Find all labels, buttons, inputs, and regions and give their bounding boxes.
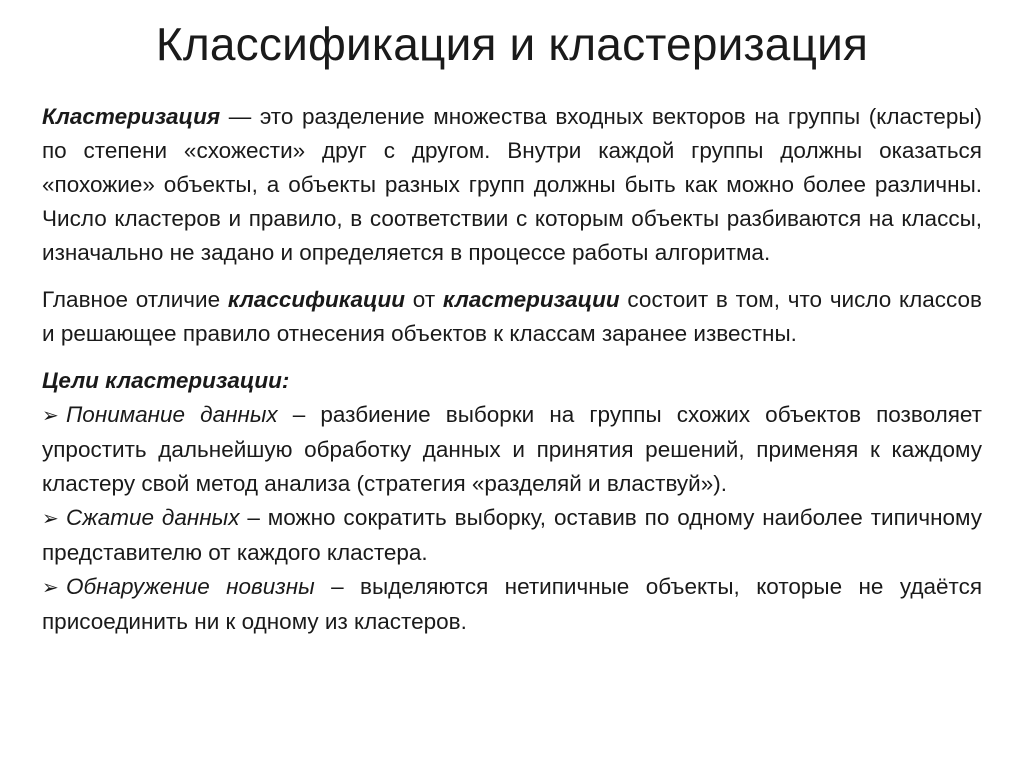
clustering-definition-text: — это разделение множества входных векторов на группы (кластеры) по степени «схожести» друг с другом. Внутри каждой группы должны оказаться «похожие» объекты, а объекты разных групп должны быть как можно более различны. Число кластеров и правило, в соответствии с которым объекты разбиваются на классы, изначально не задано и определяется в процессе работы алгоритма. <box>42 104 982 265</box>
classification-term: классификации <box>227 287 406 312</box>
arrow-bullet-icon: ➢ <box>42 508 59 530</box>
goal-term: Сжатие данных <box>66 505 240 530</box>
clustering-term: Кластеризация <box>42 104 221 129</box>
goal-text: – можно сократить выборку, оставив по одному наиболее типичному представителю от каждого кластера. <box>42 505 982 565</box>
slide-title: Классификация и кластеризация <box>155 18 869 70</box>
difference-prefix: Главное отличие <box>42 287 228 312</box>
goal-item <box>42 570 982 639</box>
goal-item <box>42 501 982 570</box>
difference-middle: от <box>405 287 443 312</box>
arrow-bullet-icon: ➢ <box>42 577 59 599</box>
slide-content <box>42 100 982 639</box>
clustering-term-2: кластеризации <box>442 287 620 312</box>
goal-term: Обнаружение новизны <box>66 574 315 599</box>
goal-text: – выделяются нетипичные объекты, которые не удаётся присоединить ни к одному из кластеров. <box>42 574 983 634</box>
goal-item <box>42 398 982 501</box>
difference-suffix: состоит в том, что число классов и решающее правило отнесения объектов к классам заранее известны. <box>42 287 982 346</box>
arrow-bullet-icon: ➢ <box>42 405 59 427</box>
goals-heading: Цели кластеризации: <box>42 368 290 393</box>
difference-paragraph <box>42 283 982 351</box>
goal-term: Понимание данных <box>66 402 278 427</box>
goal-text: – разбиение выборки на группы схожих объектов позволяет упростить дальнейшую обработку данных и принятия решений, применяя к каждому кластеру свой метод анализа (стратегия «разделяй и властвуй»). <box>42 402 982 496</box>
clustering-definition <box>42 100 982 270</box>
